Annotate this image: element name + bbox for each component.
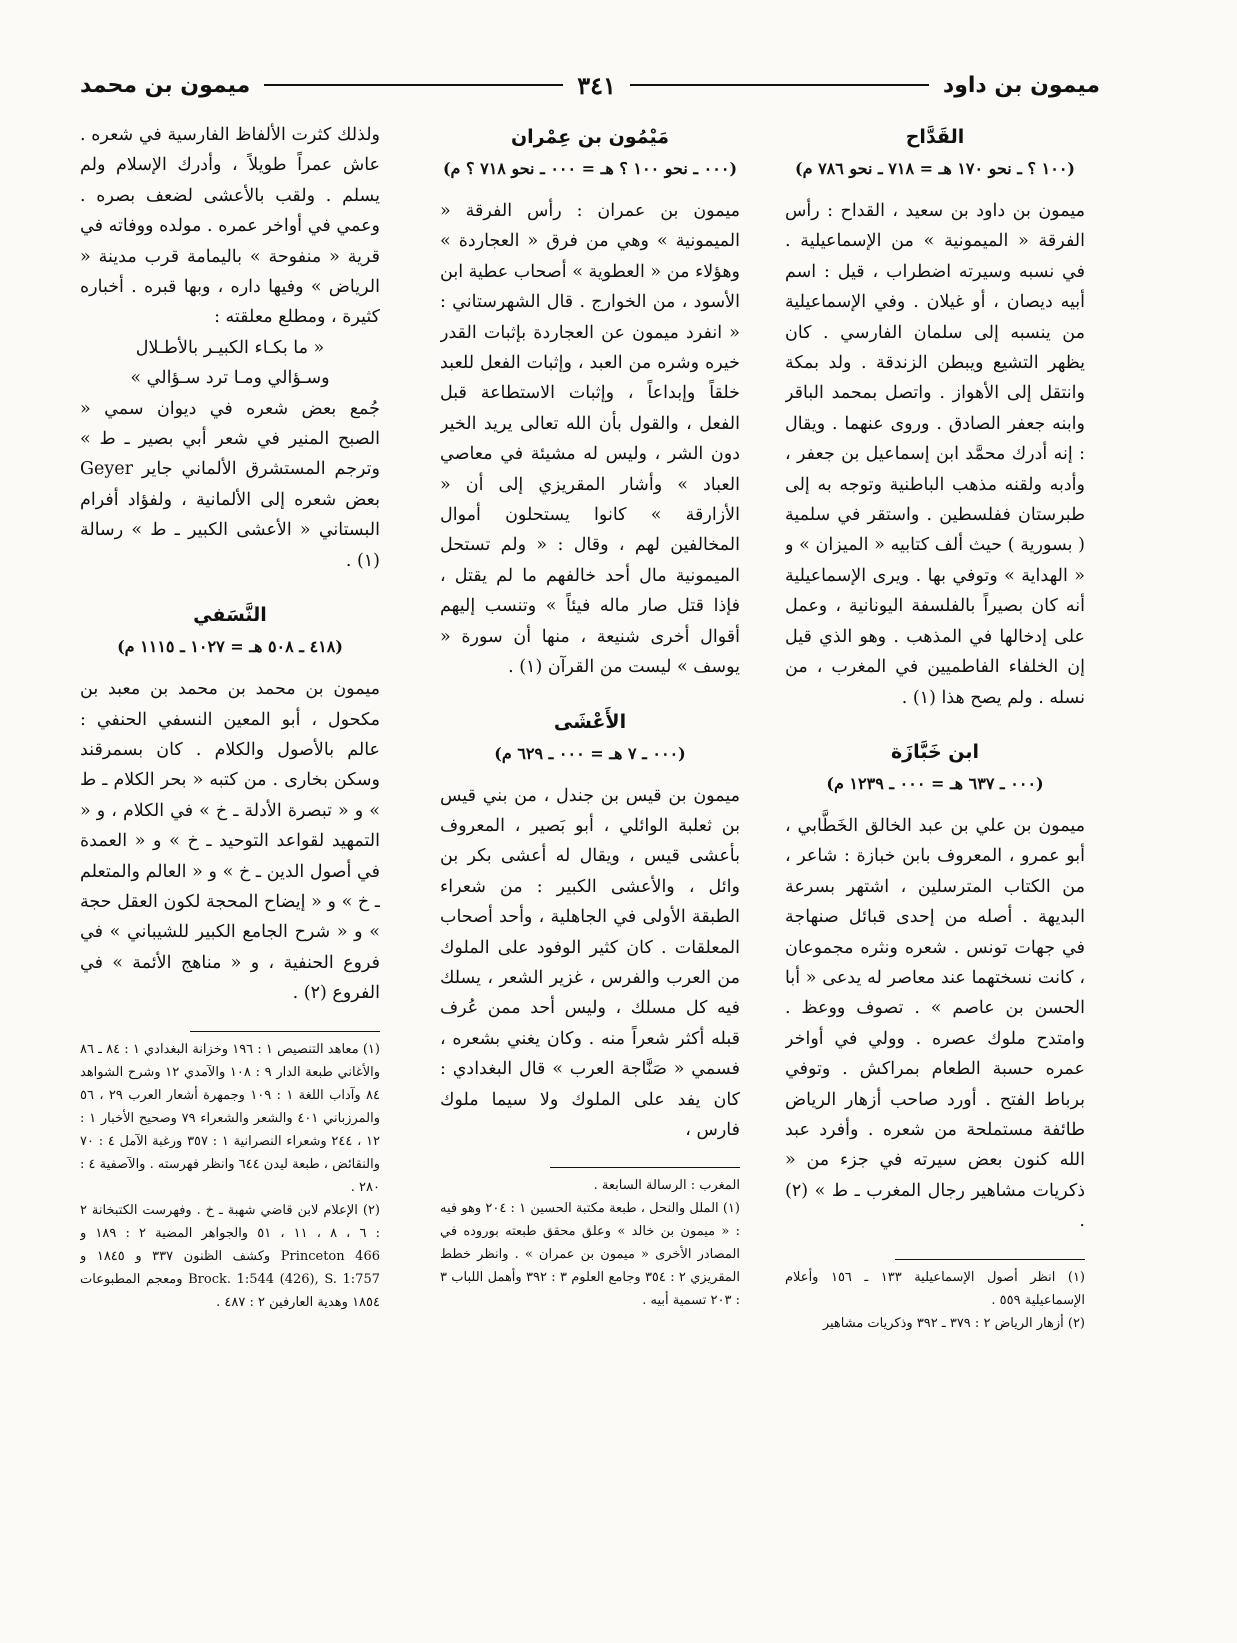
verse-line: « ما بكـاء الكبيـر بالأطـلال — [135, 337, 325, 358]
entry-nasafi — [80, 598, 380, 1008]
running-title-right: ميمون بن داود — [942, 72, 1100, 98]
column-left — [80, 120, 380, 1610]
column-middle — [440, 120, 740, 1610]
entry-title: النَّسَفي — [193, 604, 267, 627]
footnotes-right — [785, 1259, 1085, 1335]
footnote: (٢) أزهار الرياض ٢ : ٣٧٩ ـ ٣٩٢ وذكريات مشاهير — [822, 1315, 1085, 1331]
entry-dates: (٠٠٠ ـ نحو ١٠٠ ؟ هـ = ٠٠٠ ـ نحو ٧١٨ ؟ م) — [442, 159, 738, 178]
entry-title: القَدَّاح — [905, 126, 965, 148]
entry-al-asha — [440, 705, 740, 1146]
entry-qaddah — [785, 120, 1085, 713]
entry-continuation: ولذلك كثرت الألفاظ الفارسية في شعره . عاش عمراً طويلاً ، وأدرك الإسلام ولم يسلم . ولقب بالأعشى لضعف بصره . وعمي في أواخر عمره . مولده ووفاته في قرية « منفوحة » باليمامة قرب مدينة « الرياض » وفيها داره ، وبها قبره . أخباره كثيرة ، ومطلع معلقته : — [80, 125, 380, 328]
header-rule-left — [264, 84, 563, 86]
footnotes-left — [80, 1031, 380, 1314]
entry-body: ميمون بن محمد بن محمد بن معبد بن مكحول ، أبو المعين النسفي الحنفي : عالم بالأصول والكلام . كان بسمرقند وسكن بخارى . من كتبه « بحر الكلام ـ ط » و « تبصرة الأدلة ـ خ » في الكلام ، و « التمهيد لقواعد التوحيد ـ خ » و « العمدة في أصول الدين ـ خ » و « العالم والمتعلم ـ خ » و « إيضاح المحجة لكون العقل حجة » و « شرح الجامع الكبير للشيباني » في فروع الحنفية ، و « مناهج الأئمة » في الفروع (٢) . — [80, 679, 380, 1004]
footnote: (١) معاهد التنصيص ١ : ١٩٦ وخزانة البغدادي ١ : ٨٤ ـ ٨٦ والأغاني طبعة الدار ٩ : ١٠٨ والآمدي ١٢ وشرح الشواهد ٨٤ وآداب اللغة ١ : ١٠٩ وجمهرة أشعار العرب ٢٩ ، ٥٦ والمرزباني ٤٠١ والشعر والشعراء ٧٩ وصحيح الأخبار ١ : ١٢ ، ٢٤٤ وشعراء النصرانية ١ : ٣٥٧ ورغبة الآمل ٤ : ٧٠ والنقائض ، طبعة ليدن ٦٤٤ وانظر فهرسته . والآصفية ٤ : ٢٨٠ . — [80, 1041, 380, 1195]
entry-dates: (٠٠٠ ـ ٦٣٧ هـ = ٠٠٠ ـ ١٢٣٩ م) — [826, 773, 1044, 793]
footnote: (١) الملل والنحل ، طبعة مكتبة الحسين ١ : ٢٠٤ وهو فيه : « ميمون بن خالد » وعلق محقق طبعته بوروده في المصادر الأخرى « ميمون بن عمران » . وانظر خطط المقريزي ٢ : ٣٥٤ وجامع العلوم ٣ : ٣٩٢ وأهمل اللباب ٣ : ٢٠٣ تسمية أبيه . — [440, 1201, 740, 1309]
footnote: (٢) الإعلام لابن قاضي شهبة ـ خ . وفهرست الكتبخانة ٢ : ٦ ، ٨ ، ١١ ، ٥١ والجواهر المضية ٢ : ١٨٩ و Princeton 466 وكشف الظنون ٣٣٧ و ١٨٤٥ و Brock. 1:544 (426), S. 1:757 ومعجم المطبوعات ١٨٥٤ وهدية العارفين ٢ : ٤٨٧ . — [80, 1202, 380, 1310]
entry-dates: (٠٠٠ ـ ٧ هـ = ٠٠٠ ـ ٦٢٩ م) — [494, 743, 686, 763]
entry-continuation: جُمع بعض شعره في ديوان سمي « الصبح المنير في شعر أبي بصير ـ ط » وترجم المستشرق الألماني جاير Geyer بعض شعره إلى الألمانية ، ولفؤاد أفرام البستاني « الأعشى الكبير ـ ط » رسالة (١) . — [80, 398, 380, 571]
entry-title: الأَعْشَى — [553, 710, 627, 733]
footnotes-middle — [440, 1167, 740, 1312]
entry-maymun-ibn-imran — [440, 120, 740, 683]
header-rule-right — [630, 84, 929, 86]
entry-dates: (٤١٨ ـ ٥٠٨ هـ = ١٠٢٧ ـ ١١١٥ م) — [117, 637, 343, 657]
footnote: (١) انظر أصول الإسماعيلية ١٣٣ ـ ١٥٦ وأعلام الإسماعيلية ٥٥٩ . — [785, 1269, 1085, 1308]
entry-ibn-khabbaza — [785, 735, 1085, 1237]
footnote: المغرب : الرسالة السابعة . — [593, 1178, 740, 1194]
entry-body: ميمون بن قيس بن جندل ، من بني قيس بن ثعلبة الوائلي ، أبو بَصير ، المعروف بأعشى قيس ، ويقال له أعشى بكر بن وائل ، والأعشى الكبير : من شعراء الطبقة الأولى في الجاهلية ، وأحد أصحاب المعلقات . كان كثير الوفود على الملوك من العرب والفرس ، غزير الشعر ، يسلك فيه كل مسلك ، وليس أحد ممن عُرف قبله أكثر شعراً منه . وكان يغني بشعره ، فسمي « صَنَّاجة العرب » قال البغدادي : كان يفد على الملوك ولا سيما ملوك فارس ، — [440, 785, 740, 1140]
running-title-left: ميمون بن محمد — [80, 72, 251, 98]
verse-line: وسـؤالي ومـا ترد سـؤالي » — [130, 368, 330, 389]
entry-title: مَيْمُون بن عِمْران — [510, 126, 670, 148]
entry-body: ميمون بن عمران : رأس الفرقة « الميمونية » وهي من فرق « العجاردة » وهؤلاء من « العطوية » أصحاب عطية ابن الأسود ، من الخوارج . قال الشهرستاني : « انفرد ميمون عن العجاردة بإثبات القدر خيره وشره من العبد ، وإثبات الفعل للعبد خلقاً وإبداعاً ، وإثبات الاستطاعة قبل الفعل ، والقول بأن الله تعالى يريد الخير دون الشر ، وليس له مشيئة في معاصي العباد » وأشار المقريزي إلى أن « الأزارقة » كانوا يستحلون أموال المخالفين لهم ، وقال : « ولم تستحل الميمونية مال أحد خالفهم ما لم يقتل ، فإذا قتل صار ماله فيئاً » وتنسب إليهم أقوال أخرى شنيعة ، منها أن سورة « يوسف » ليست من القرآن (١) . — [440, 201, 740, 678]
running-header — [80, 60, 1100, 110]
entry-title: ابن خَبَّازَة — [890, 740, 980, 763]
entry-dates: (١٠٠ ؟ ـ نحو ١٧٠ هـ = ٧١٨ ـ نحو ٧٨٦ م) — [795, 159, 1075, 178]
column-right — [785, 120, 1085, 1610]
page-number: ٣٤١ — [577, 70, 616, 100]
entry-body: ميمون بن علي بن عبد الخالق الخَطَّابي ، أبو عمرو ، المعروف بابن خبازة : شاعر ، من الكتاب المترسلين ، اشتهر بسرعة البديهة . أصله من إحدى قبائل صنهاجة في جهات تونس . شعره ونثره مجموعان ، كانت نسختهما عند معاصر له يدعى « أبا الحسن بن عاصم » . تصوف ووعظ . وامتدح ملوك عصره . وولي في أواخر عمره حسبة الطعام بمراكش . وتوفي برباط الفتح . أورد صاحب أزهار الرياض طائفة مستملحة من شعره . وأفرد عبد الله كنون بعض سيرته في جزء من « ذكريات مشاهير رجال المغرب ـ ط » (٢) . — [785, 815, 1085, 1232]
entry-body: ميمون بن داود بن سعيد ، القداح : رأس الفرقة « الميمونية » من الإسماعيلية . في نسبه وسيرته اضطراب ، قيل : اسم أبيه ديصان ، أو غيلان . وفي الإسماعيلية من ينسبه إلى سلمان الفارسي . كان يظهر التشيع ويبطن الزندقة . ولد بمكة وانتقل إلى الأهواز . واتصل بمحمد الباقر وابنه جعفر الصادق . وروى عنهما . ويقال : إنه أدرك محمَّد ابن إسماعيل بن جعفر ، وأدبه ولقنه مذهب الباطنية وتوجه به إلى طبرستان ففلسطين . واستقر في سلمية ( بسورية ) حيث ألف كتابيه « الميزان » و « الهداية » وتوفي بها . ويرى الإسماعيلية أنه كان بصيراً بالفلسفة اليونانية ، وعمل على إدخالها في المذهب . وهو الذي قيل إن الخلفاء الفاطميين في المغرب ، من نسله . ولم يصح هذا (١) . — [785, 201, 1085, 708]
